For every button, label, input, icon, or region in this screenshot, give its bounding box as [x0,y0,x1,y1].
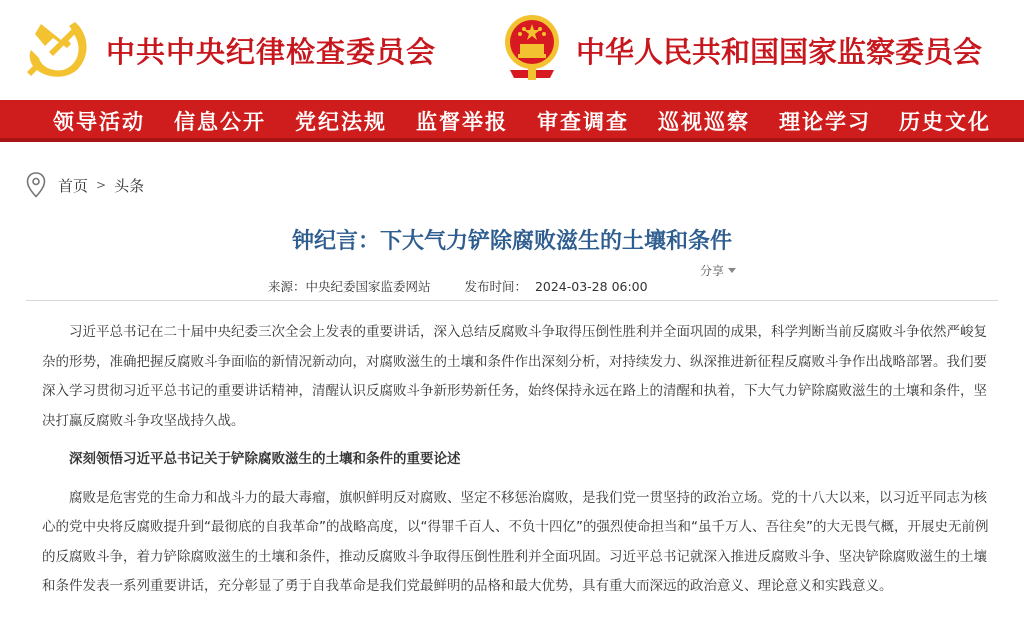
nav-item-history[interactable]: 历史文化 [899,109,991,134]
breadcrumb-current[interactable]: 头条 [114,176,145,195]
nav-item-theory[interactable]: 理论学习 [779,109,871,134]
paragraph: 习近平总书记在二十届中央纪委三次全会上发表的重要讲话，深入总结反腐败斗争取得压倒性胜利并全面巩固的成果，科学判断当前反腐败斗争依然严峻复杂的形势，准确把握反腐败斗争面临的新情况新动向，对腐败滋生的土壤和条件作出深刻分析，对持续发力、纵深推进新征程反腐败斗争作出战略部署。我们要深入学习贯彻习近平总书记的重要讲话精神，清醒认识反腐败斗争新形势新任务，始终保持永远在路上的清醒和执着，下大气力铲除腐败滋生的土壤和条件，坚决打赢反腐败斗争攻坚战持久战。 [42,324,987,429]
section-heading: 深刻领悟习近平总书记关于铲除腐败滋生的土壤和条件的重要论述 [69,451,461,467]
chevron-down-icon [728,268,736,273]
nav-item-info-disclosure[interactable]: 信息公开 [174,109,266,134]
national-emblem-icon[interactable] [500,10,564,82]
breadcrumb-separator: > [96,178,107,192]
divider [26,300,998,301]
ccdi-title[interactable]: 中共中央纪律检查委员会 [106,35,437,69]
location-pin-icon [26,172,46,198]
paragraph: 腐败是危害党的生命力和战斗力的最大毒瘤，旗帜鲜明反对腐败、坚定不移惩治腐败，是我们党一贯坚持的政治立场。党的十八大以来，以习近平同志为核心的党中央将反腐败提升到“最彻底的自我革命”的战略高度，以“得罪千百人、不负十四亿”的强烈使命担当和“虽千万人、吾往矣”的大无畏气概，开展史无前例的反腐败斗争，着力铲除腐败滋生的土壤和条件，推动反腐败斗争取得压倒性胜利并全面巩固。习近平总书记就深入推进反腐败斗争、坚决铲除腐败滋生的土壤和条件发表一系列重要讲话，充分彰显了勇于自我革命是我们党最鲜明的品格和最大优势，具有重大而深远的政治意义、理论意义和实践意义。 [42,489,989,594]
article-body [42,318,995,611]
main-nav [0,100,1024,142]
party-emblem-icon[interactable] [27,14,95,82]
breadcrumb-home[interactable]: 首页 [58,176,89,195]
nav-item-leadership[interactable]: 领导活动 [53,109,145,134]
nav-item-regulations[interactable]: 党纪法规 [295,109,387,134]
nav-item-report[interactable]: 监督举报 [416,109,508,134]
share-button[interactable] [700,262,736,279]
breadcrumb [26,172,144,198]
article-title: 钟纪言：下大气力铲除腐败滋生的土壤和条件 [291,229,732,254]
share-label: 分享 [700,264,725,278]
site-header [0,0,1024,100]
nav-item-investigation[interactable]: 审查调查 [537,109,629,134]
nav-item-inspection[interactable]: 巡视巡察 [658,109,750,134]
nsc-title[interactable]: 中华人民共和国国家监察委员会 [576,35,983,69]
article-source: 来源：中央纪委国家监委网站 [268,279,431,294]
article-date: 发布时间： 2024-03-28 06:00 [464,279,648,294]
article-meta [268,277,678,295]
